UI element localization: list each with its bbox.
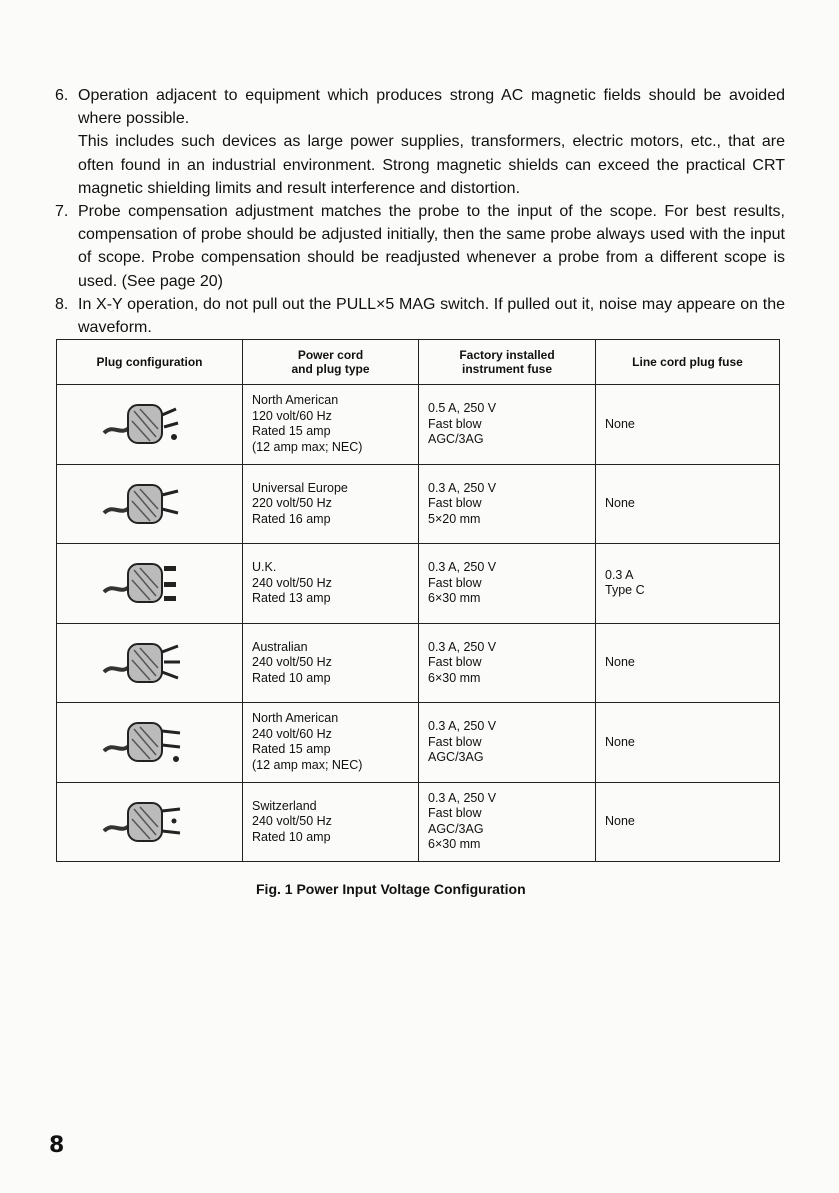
cell-line: Rated 13 amp — [252, 591, 331, 605]
cell-line: 0.3 A, 250 V — [428, 560, 497, 574]
cell-line: North American — [252, 711, 339, 726]
cell-line: Fast blow — [428, 416, 482, 431]
plug-image-cell — [57, 623, 243, 703]
cell-line: 0.3 A, 250 V — [428, 639, 497, 654]
figure-caption: Fig. 1 Power Input Voltage Configuration — [256, 881, 526, 897]
header-line: Power cord — [297, 348, 364, 362]
instrument-fuse-cell — [419, 782, 596, 862]
cell-line: Fast blow — [428, 734, 482, 749]
australian-plug-icon — [100, 655, 200, 669]
cell-line: 6×30 mm — [428, 670, 481, 685]
instrument-fuse-cell — [419, 464, 596, 544]
cell-line: Australian — [252, 639, 308, 654]
power-cord-cell — [243, 544, 419, 624]
cell-line: 240 volt/50 Hz — [252, 814, 332, 828]
line-cord-fuse-cell — [596, 623, 780, 703]
header-line: and plug type — [291, 362, 370, 376]
cell-line: 5×20 mm — [428, 511, 481, 526]
instrument-fuse-cell — [419, 703, 596, 783]
cell-line: (12 amp max; NEC) — [252, 439, 363, 454]
notes-list — [55, 84, 785, 339]
header-plug-configuration: Plug configuration — [57, 340, 243, 385]
north-american-240v-plug-icon — [100, 735, 200, 749]
note-6 — [55, 84, 785, 200]
table-row — [57, 623, 780, 703]
table-row — [57, 464, 780, 544]
cell-line: 240 volt/50 Hz — [252, 575, 332, 590]
cell-line: 6×30 mm — [428, 591, 481, 605]
cell-line: 240 volt/50 Hz — [252, 655, 332, 669]
cell-line: 220 volt/50 Hz — [252, 496, 332, 510]
cell-line: 120 volt/60 Hz — [252, 408, 332, 423]
cell-line: 0.3 A, 250 V — [428, 790, 497, 805]
cell-line: None — [605, 814, 635, 828]
header-instrument-fuse — [419, 340, 596, 385]
note-text: In X-Y operation, do not pull out the PULL×5 MAG switch. If pulled out it, noise may appeare on the waveform. — [78, 295, 785, 337]
header-line-cord-plug-fuse: Line cord plug fuse — [596, 340, 780, 385]
page-number: 8 — [49, 1133, 65, 1158]
note-number: 6. — [55, 87, 69, 104]
universal-europe-plug-icon — [100, 496, 200, 510]
cell-line: None — [605, 416, 635, 431]
header-power-cord — [243, 340, 419, 385]
cell-line: Rated 15 amp — [252, 424, 331, 439]
cell-line: None — [605, 734, 635, 749]
cell-line: None — [605, 496, 635, 510]
north-american-plug-icon — [100, 417, 200, 431]
table-header-row — [57, 340, 780, 385]
plug-image-cell — [57, 544, 243, 624]
power-cord-cell — [243, 464, 419, 544]
cell-line: Universal Europe — [252, 480, 348, 495]
cell-line: 0.3 A, 250 V — [428, 719, 497, 733]
line-cord-fuse-cell — [596, 703, 780, 783]
cell-line: Fast blow — [428, 496, 482, 510]
cell-line: Type C — [605, 583, 645, 598]
note-text-extra: This includes such devices as large power supplies, transformers, electric motors, etc., that are often found in an industrial environment. Strong magnetic shields can exceed the practical CRT magnetic shielding limits and result interference and distortion. — [78, 133, 785, 197]
note-text: Probe compensation adjustment matches the probe to the input of the scope. For best results, compensation of probe should be adjusted initially, then the same probe always used with the input of scope. Probe compensation should be readjusted whenever a probe from a different scope is used. (See page 20) — [78, 203, 785, 290]
cell-line: Switzerland — [252, 798, 317, 813]
switzerland-plug-icon — [100, 814, 200, 828]
table-row — [57, 703, 780, 783]
cell-line: None — [605, 655, 635, 669]
cell-line: AGC/3AG — [428, 432, 484, 446]
header-line: instrument fuse — [461, 362, 552, 376]
cell-line: AGC/3AG — [428, 750, 484, 764]
table-row — [57, 544, 780, 624]
cell-line: Rated 15 amp — [252, 742, 331, 757]
note-text: Operation adjacent to equipment which produces strong AC magnetic fields should be avoided where possible. — [78, 87, 785, 128]
note-8 — [55, 293, 785, 339]
cell-line: 0.3 A — [605, 567, 634, 582]
power-cord-cell — [243, 782, 419, 862]
cell-line: 0.5 A, 250 V — [428, 401, 497, 415]
line-cord-fuse-cell — [596, 464, 780, 544]
cell-line: U.K. — [252, 560, 277, 574]
note-7 — [55, 200, 785, 293]
plug-image-cell — [57, 782, 243, 862]
cell-line: North American — [252, 393, 339, 408]
cell-line: 0.3 A, 250 V — [428, 480, 497, 495]
line-cord-fuse-cell — [596, 544, 780, 624]
uk-plug-icon — [100, 576, 200, 590]
cell-line: Fast blow — [428, 655, 482, 669]
instrument-fuse-cell — [419, 544, 596, 624]
cell-line: Fast blow — [428, 806, 482, 821]
cell-line: (12 amp max; NEC) — [252, 757, 363, 772]
table-row — [57, 385, 780, 465]
cell-line: Rated 10 amp — [252, 670, 331, 685]
cell-line: 6×30 mm — [428, 837, 481, 852]
line-cord-fuse-cell — [596, 782, 780, 862]
instrument-fuse-cell — [419, 623, 596, 703]
plug-image-cell — [57, 703, 243, 783]
cell-line: AGC/3AG — [428, 821, 484, 836]
cell-line: Rated 10 amp — [252, 829, 331, 844]
header-line: Factory installed — [459, 348, 555, 362]
power-cord-cell — [243, 703, 419, 783]
cell-line: Rated 16 amp — [252, 511, 331, 526]
instrument-fuse-cell — [419, 385, 596, 465]
power-input-table — [56, 339, 780, 862]
plug-image-cell — [57, 385, 243, 465]
power-cord-cell — [243, 385, 419, 465]
power-cord-cell — [243, 623, 419, 703]
plug-image-cell — [57, 464, 243, 544]
note-number: 8. — [55, 295, 69, 313]
note-number: 7. — [55, 203, 69, 221]
cell-line: Fast blow — [428, 575, 482, 590]
line-cord-fuse-cell — [596, 385, 780, 465]
table-row — [57, 782, 780, 862]
cell-line: 240 volt/60 Hz — [252, 726, 332, 741]
